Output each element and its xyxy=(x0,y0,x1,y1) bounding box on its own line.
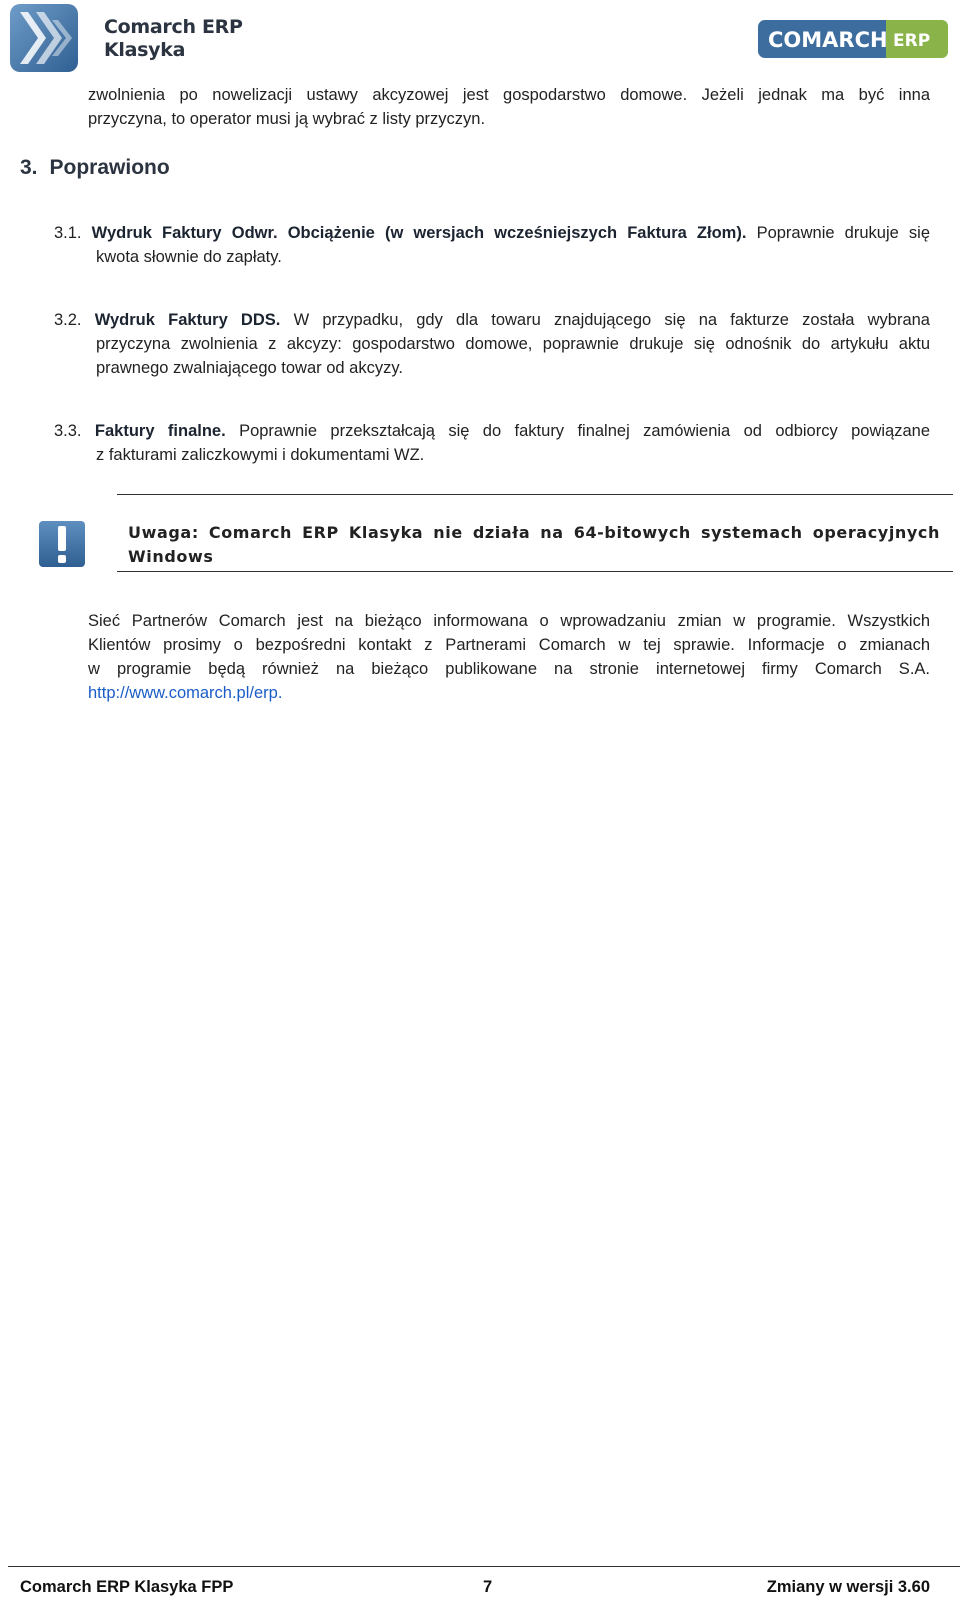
product-logo-text: Comarch ERP Klasyka xyxy=(104,16,243,61)
comarch-erp-link[interactable]: http://www.comarch.pl/erp. xyxy=(88,684,283,702)
closing-line: Klientów prosimy o bezpośredni kontakt z Partnerami Comarch w tej sprawie. Informacje o zmianach xyxy=(88,636,930,654)
intro-line: zwolnienia po nowelizacji ustawy akcyzowej jest gospodarstwo domowe. Jeżeli jednak ma być inna xyxy=(88,86,930,104)
list-item xyxy=(54,419,930,467)
item-number: 3.2. xyxy=(54,311,82,329)
note-line: Windows xyxy=(128,547,214,566)
item-heading: Faktury finalne. xyxy=(94,422,226,440)
item-text: z fakturami zaliczkowymi i dokumentami WZ. xyxy=(96,446,425,464)
comarch-logo-word: COMARCH xyxy=(768,28,888,52)
list-item xyxy=(54,308,930,380)
closing-line: w programie będą również na bieżąco publikowane na stronie internetowej firmy Comarch S.A. xyxy=(88,660,930,678)
intro-paragraph xyxy=(88,83,930,131)
item-text: przyczyna zwolnienia z akcyzy: gospodarstwo domowe, poprawnie drukuje się odnośnik do artykułu aktu xyxy=(96,335,930,353)
exclamation-icon xyxy=(38,520,86,568)
footer-right: Zmiany w wersji 3.60 xyxy=(766,1578,930,1596)
note-text xyxy=(128,521,940,569)
closing-line: Sieć Partnerów Comarch jest na bieżąco informowana o wprowadzaniu zmian w programie. Wszystkich xyxy=(88,612,930,630)
item-number: 3.1. xyxy=(54,224,82,242)
erp-logo-word: ERP xyxy=(893,31,931,51)
section-number: 3. xyxy=(20,156,38,179)
comarch-erp-logo xyxy=(758,20,948,58)
intro-line: przyczyna, to operator musi ją wybrać z listy przyczyn. xyxy=(88,110,486,128)
item-number: 3.3. xyxy=(54,422,82,440)
note-top-rule xyxy=(117,494,953,495)
item-heading: Wydruk Faktury Odwr. Obciążenie (w wersjach wcześniejszych Faktura Złom). xyxy=(91,224,747,242)
section-title: Poprawiono xyxy=(49,156,170,179)
list-item xyxy=(54,221,930,269)
item-heading: Wydruk Faktury DDS. xyxy=(94,311,281,329)
comarch-erp-klasyka-logo-icon xyxy=(10,4,82,76)
footer-left: Comarch ERP Klasyka FPP xyxy=(20,1578,234,1596)
item-text: Poprawnie przekształcają się do faktury finalnej zamówienia od odbiorcy powiązane xyxy=(239,422,930,440)
closing-paragraph xyxy=(88,609,930,705)
section-heading xyxy=(20,156,170,180)
item-text: kwota słownie do zapłaty. xyxy=(96,248,282,266)
note-bottom-rule xyxy=(117,571,953,572)
footer-rule xyxy=(8,1566,960,1567)
item-text: W przypadku, gdy dla towaru znajdującego się na fakturze została wybrana xyxy=(293,311,930,329)
item-text: Poprawnie drukuje się xyxy=(756,224,931,242)
note-line: Uwaga: Comarch ERP Klasyka nie działa na 64-bitowych systemach operacyjnych xyxy=(128,523,940,542)
page-number: 7 xyxy=(483,1578,493,1596)
item-text: prawnego zwalniającego towar od akcyzy. xyxy=(96,359,403,377)
